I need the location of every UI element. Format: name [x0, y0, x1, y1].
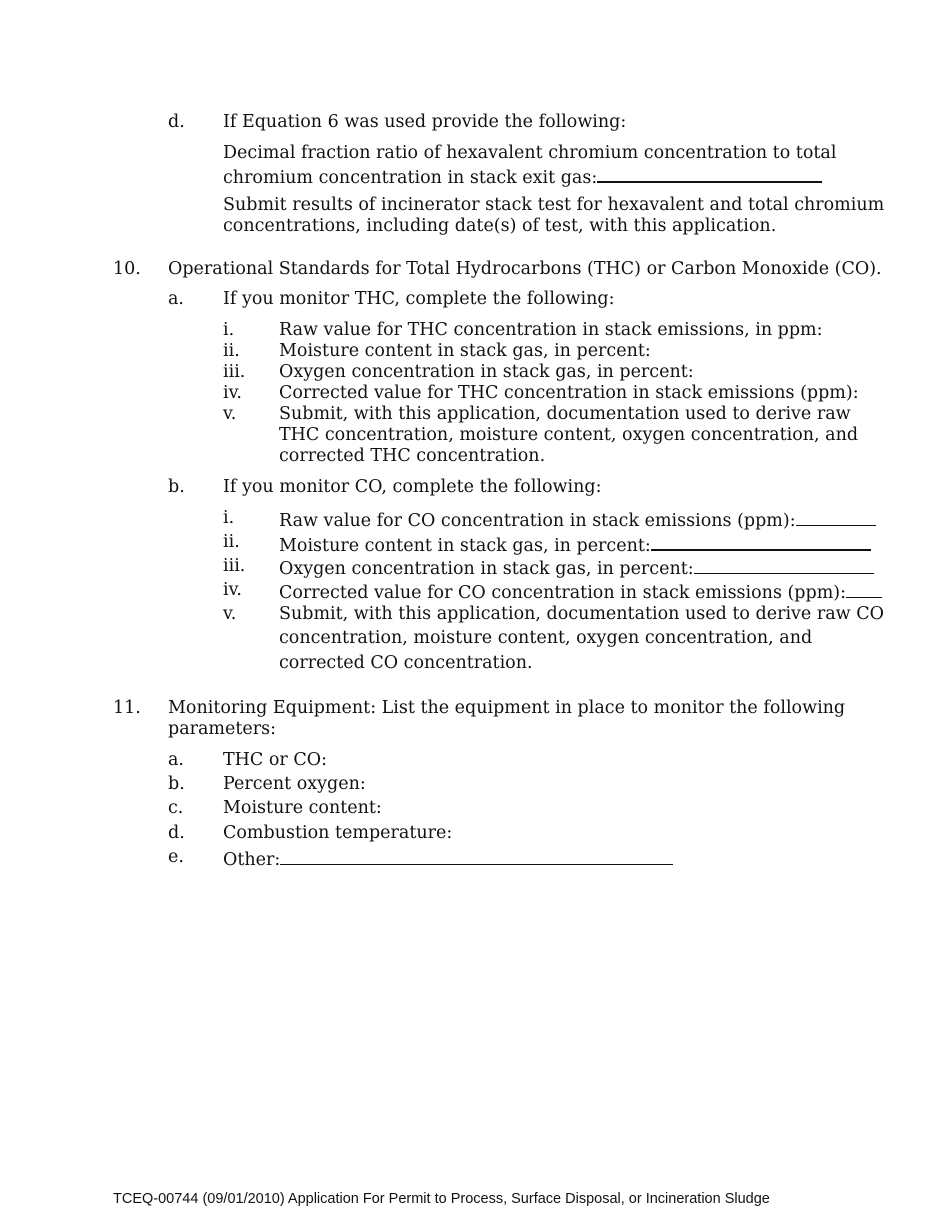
equip-item-d-text: Combustion temperature: — [223, 823, 453, 843]
thc-item-iii-marker: iii. — [223, 362, 246, 382]
co-item-v-marker: v. — [223, 604, 237, 624]
thc-item-ii-text: Moisture content in stack gas, in percent: — [279, 341, 651, 361]
thc-item-v-line3: corrected THC concentration. — [279, 446, 546, 466]
equip-item-e-marker: e. — [168, 847, 184, 867]
thc-item-iv-marker: iv. — [223, 383, 242, 403]
ratio-label: chromium concentration in stack exit gas: — [223, 168, 598, 188]
co-item-iii-text: Oxygen concentration in stack gas, in percent: — [279, 559, 694, 579]
co-item-i-marker: i. — [223, 508, 235, 528]
co-item-i — [279, 508, 876, 532]
co-item-iii — [279, 556, 874, 580]
thc-item-v-line2: THC concentration, moisture content, oxygen concentration, and — [279, 425, 859, 445]
co-item-iii-marker: iii. — [223, 556, 246, 576]
thc-item-iii-text: Oxygen concentration in stack gas, in percent: — [279, 362, 694, 382]
co-item-ii-text: Moisture content in stack gas, in percent: — [279, 536, 651, 556]
equip-item-a-marker: a. — [168, 750, 184, 770]
thc-item-v-line1: Submit, with this application, documentation used to derive raw — [279, 404, 851, 424]
equip-item-e-text: Other: — [223, 850, 281, 870]
co-item-ii — [279, 532, 871, 557]
section-10-number: 10. — [113, 259, 141, 279]
equip-item-a-text: THC or CO: — [223, 750, 327, 770]
co-oxygen-field[interactable] — [694, 556, 874, 574]
ratio-text-line2 — [223, 164, 822, 189]
item-10a-marker: a. — [168, 289, 184, 309]
submit-text-line2: concentrations, including date(s) of test, with this application. — [223, 216, 777, 236]
item-9d-marker: d. — [168, 112, 185, 132]
co-item-ii-marker: ii. — [223, 532, 240, 552]
item-9d-heading: If Equation 6 was used provide the following: — [223, 112, 627, 132]
equip-item-d-marker: d. — [168, 823, 185, 843]
section-11-title-line1: Monitoring Equipment: List the equipment in place to monitor the following — [168, 698, 846, 718]
co-item-iv-marker: iv. — [223, 580, 242, 600]
co-raw-value-field[interactable] — [796, 508, 876, 526]
co-item-iv-text: Corrected value for CO concentration in stack emissions (ppm): — [279, 583, 847, 603]
section-11-title-line2: parameters: — [168, 719, 277, 739]
other-equipment-field[interactable] — [280, 847, 673, 865]
section-11-number: 11. — [113, 698, 141, 718]
item-10a-heading: If you monitor THC, complete the following: — [223, 289, 615, 309]
co-moisture-field[interactable] — [651, 532, 871, 551]
thc-item-iv-text: Corrected value for THC concentration in stack emissions (ppm): — [279, 383, 859, 403]
equip-item-b-text: Percent oxygen: — [223, 774, 366, 794]
ratio-answer-field[interactable] — [597, 164, 822, 183]
ratio-text-line1: Decimal fraction ratio of hexavalent chromium concentration to total — [223, 143, 837, 163]
item-10b-heading: If you monitor CO, complete the following: — [223, 477, 602, 497]
co-item-v-line2: concentration, moisture content, oxygen concentration, and — [279, 628, 813, 648]
co-item-i-text: Raw value for CO concentration in stack emissions (ppm): — [279, 511, 796, 531]
thc-item-v-marker: v. — [223, 404, 237, 424]
equip-item-c-text: Moisture content: — [223, 798, 382, 818]
section-10-title: Operational Standards for Total Hydrocarbons (THC) or Carbon Monoxide (CO). — [168, 259, 882, 279]
co-corrected-field[interactable] — [846, 580, 882, 598]
thc-item-i-text: Raw value for THC concentration in stack emissions, in ppm: — [279, 320, 823, 340]
co-item-v-line3: corrected CO concentration. — [279, 653, 533, 673]
page-footer: TCEQ-00744 (09/01/2010) Application For Permit to Process, Surface Disposal, or Incineration Sludge — [113, 1191, 770, 1207]
submit-text-line1: Submit results of incinerator stack test for hexavalent and total chromium — [223, 195, 885, 215]
thc-item-ii-marker: ii. — [223, 341, 240, 361]
equip-item-b-marker: b. — [168, 774, 185, 794]
co-item-iv — [279, 580, 882, 604]
equip-item-e — [223, 847, 673, 871]
equip-item-c-marker: c. — [168, 798, 184, 818]
item-10b-marker: b. — [168, 477, 185, 497]
thc-item-i-marker: i. — [223, 320, 235, 340]
co-item-v-line1: Submit, with this application, documentation used to derive raw CO — [279, 604, 884, 624]
